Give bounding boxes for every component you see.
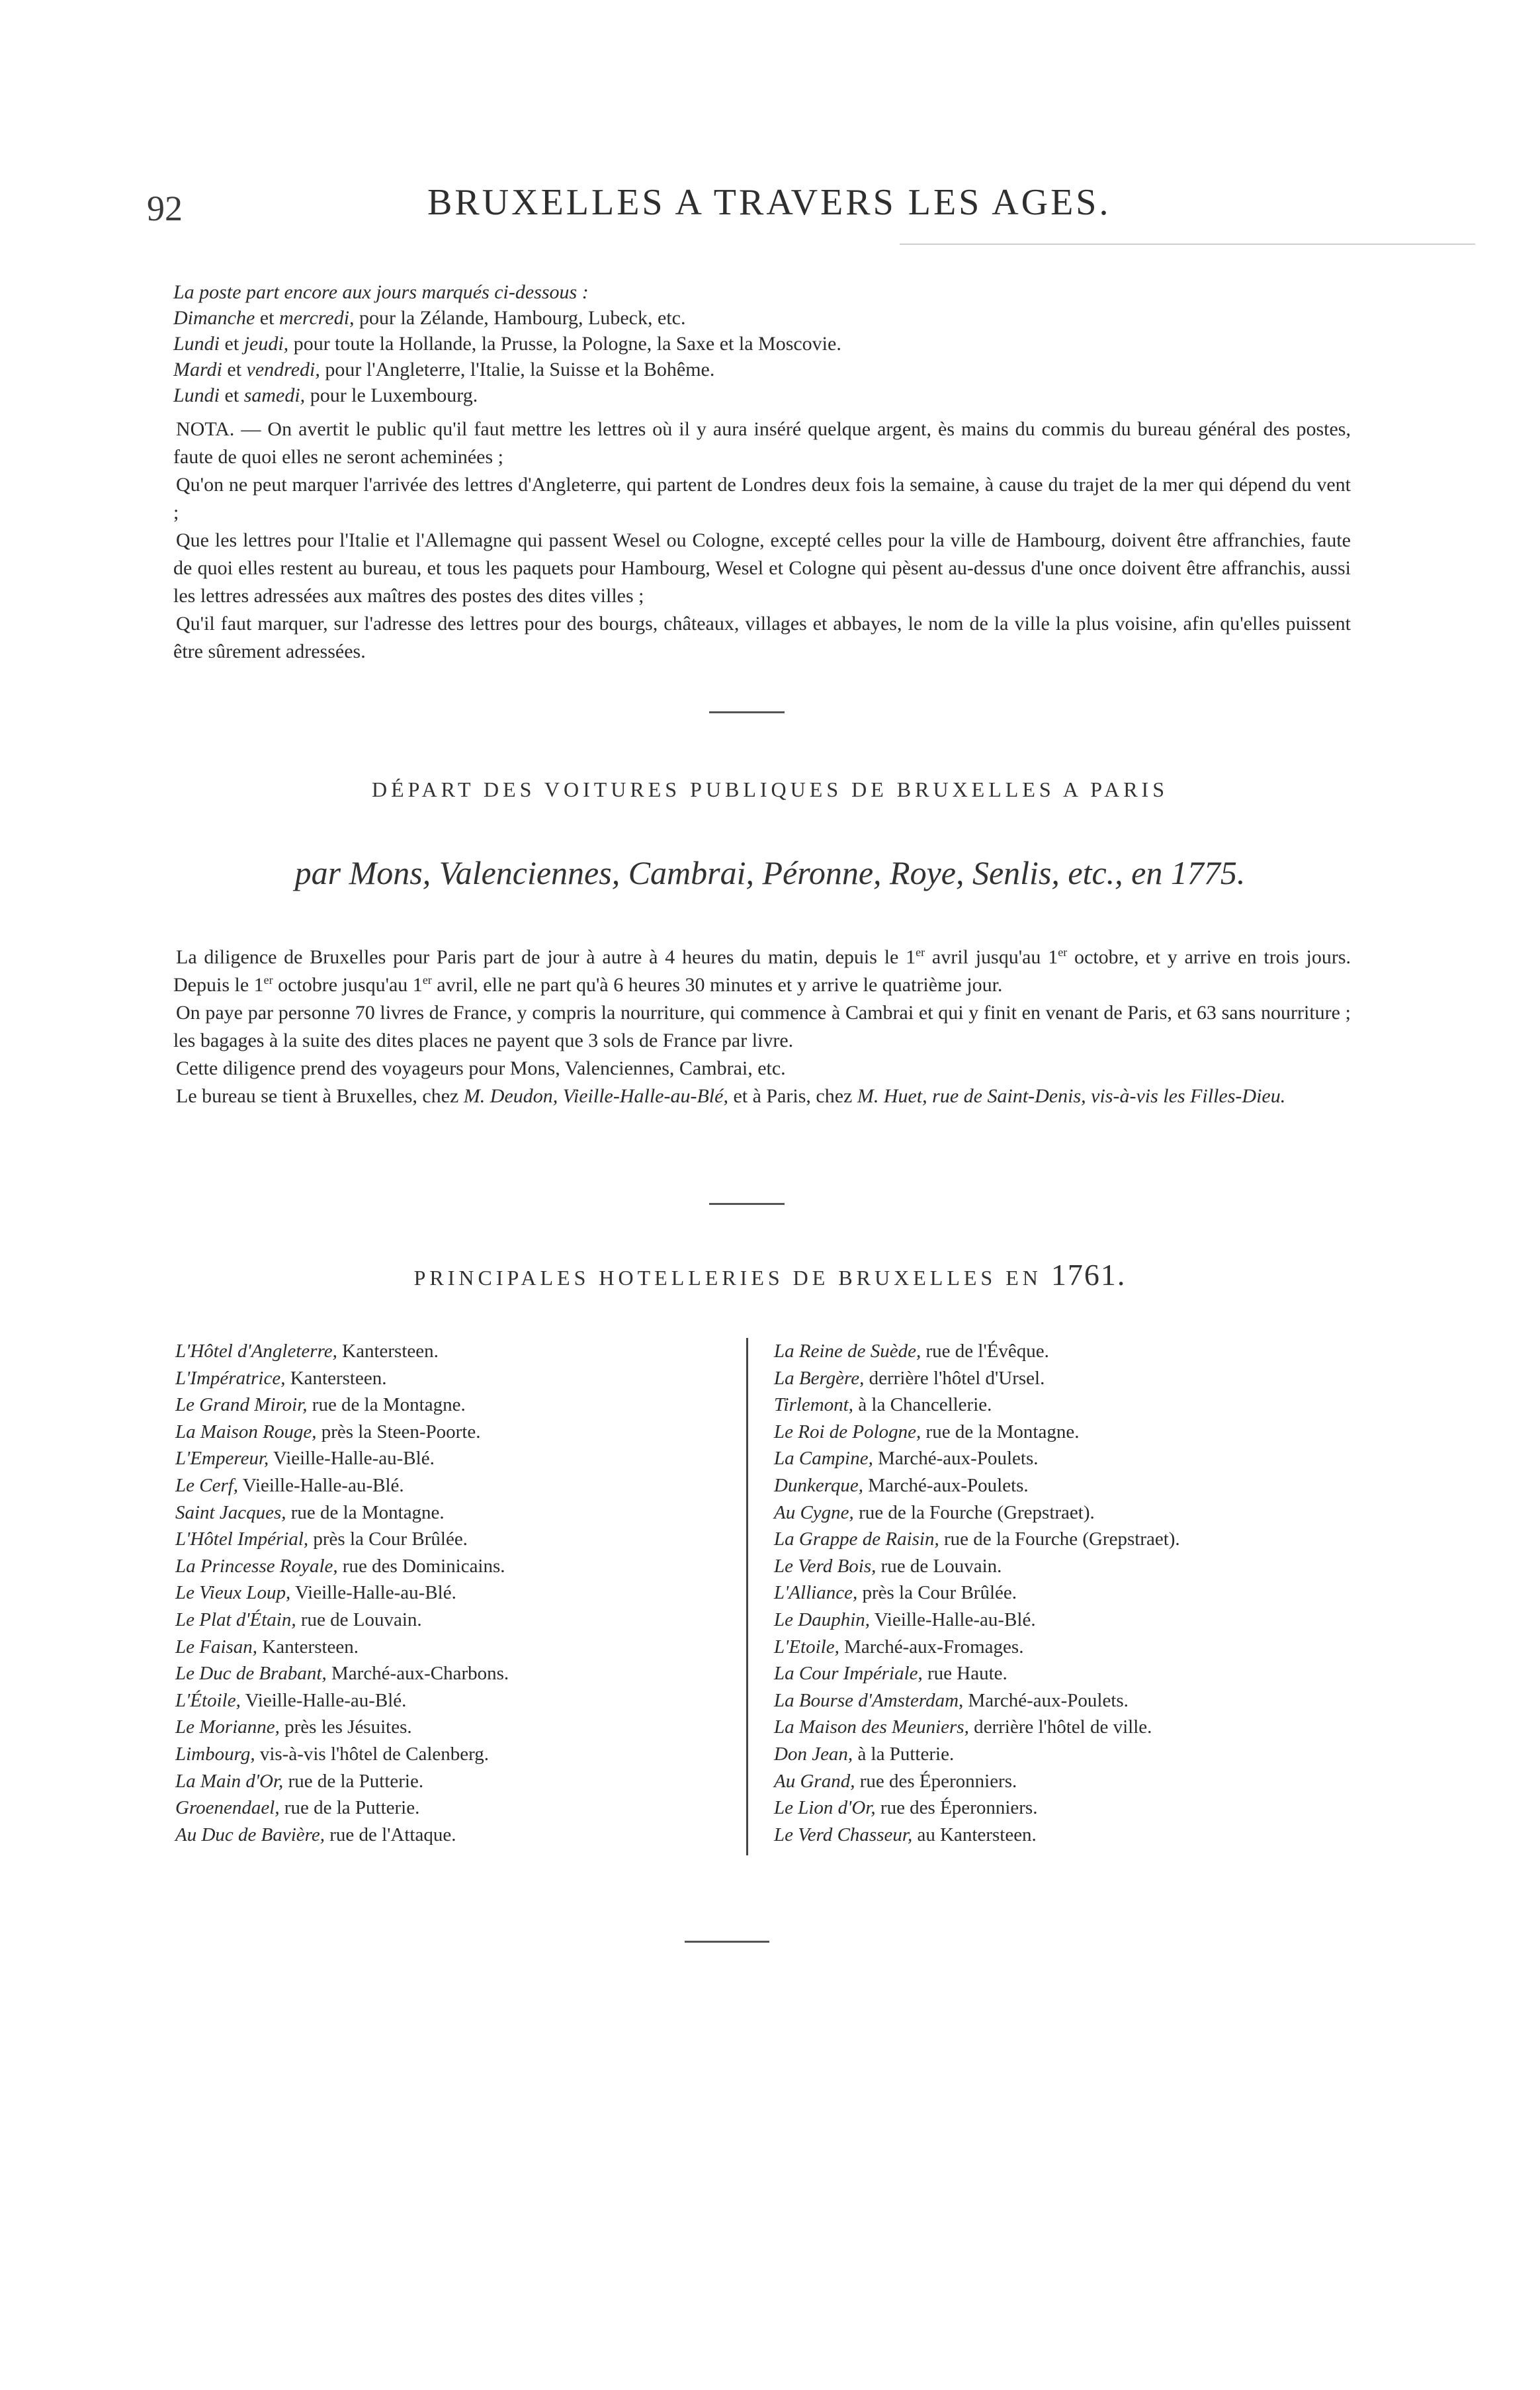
section-divider (709, 711, 785, 713)
hotel-entry: L'Impératrice, Kantersteen. (175, 1367, 387, 1389)
postal-line: Dimanche et mercredi, pour la Zélande, Hambourg, Lubeck, etc. (173, 307, 686, 329)
nota-paragraph: Qu'on ne peut marquer l'arrivée des lettres d'Angleterre, qui partent de Londres deux fois la semaine, à cause du trajet de la mer qui dépend du vent ; (173, 474, 1351, 523)
departures-paragraph: On paye par personne 70 livres de France, y compris la nourriture, qui commence à Cambrai et qui y finit en venant de Paris, et 63 sans nourriture ; les bagages à la suite des dites places ne payent que 3 sols de France par livre. (173, 1002, 1351, 1051)
postal-line: Lundi et samedi, pour le Luxembourg. (173, 384, 478, 406)
hotel-entry: La Reine de Suède, rue de l'Évêque. (774, 1341, 1049, 1362)
running-title: BRUXELLES A TRAVERS LES AGES. (427, 182, 1111, 223)
departures-paragraph: Le bureau se tient à Bruxelles, chez M. Deudon, Vieille-Halle-au-Blé, et à Paris, chez M. Huet, rue de Saint-Denis, vis-à-vis les Filles-Dieu. (176, 1085, 1286, 1107)
hotel-entry: Limbourg, vis-à-vis l'hôtel de Calenberg. (175, 1743, 490, 1765)
departures-paragraph: Cette diligence prend des voyageurs pour Mons, Valenciennes, Cambrai, etc. (176, 1057, 786, 1079)
hotel-entry: Le Roi de Pologne, rue de la Montagne. (774, 1421, 1080, 1442)
hotel-entry: L'Empereur, Vieille-Halle-au-Blé. (175, 1448, 435, 1470)
hotels-title: PRINCIPALES HOTELLERIES DE BRUXELLES EN 1761. (413, 1258, 1127, 1292)
hotel-entry: Tirlemont, à la Chancellerie. (774, 1394, 992, 1416)
departures-text (173, 944, 1351, 1110)
hotel-entry: Le Duc de Brabant, Marché-aux-Charbons. (175, 1663, 509, 1685)
hotel-entry: Le Morianne, près les Jésuites. (175, 1716, 412, 1738)
hotels-left-column (175, 1338, 509, 1848)
hotel-entry: L'Hôtel d'Angleterre, Kantersteen. (175, 1341, 439, 1362)
hotel-entry: La Bergère, derrière l'hôtel d'Ursel. (774, 1367, 1045, 1389)
hotel-entry: Groenendael, rue de la Putterie. (175, 1797, 420, 1819)
hotel-entry: La Maison des Meuniers, derrière l'hôtel de ville. (774, 1716, 1152, 1738)
hotel-entry: L'Hôtel Impérial, près la Cour Brûlée. (175, 1528, 468, 1550)
hotel-entry: Le Cerf, Vieille-Halle-au-Blé. (175, 1474, 404, 1496)
hotel-entry: Le Lion d'Or, rue des Éperonniers. (774, 1797, 1038, 1819)
nota-paragraph: NOTA. — On avertit le public qu'il faut mettre les lettres où il y aura inséré quelque argent, ès mains du commis du bureau général des postes, faute de quoi elles ne seront acheminées ; (173, 418, 1351, 468)
hotel-entry: La Princesse Royale, rue des Dominicains. (175, 1555, 505, 1577)
hotels-right-column (774, 1338, 1180, 1848)
departures-title: DÉPART DES VOITURES PUBLIQUES DE BRUXELLES A PARIS (371, 777, 1168, 801)
hotel-entry: Le Dauphin, Vieille-Halle-au-Blé. (774, 1609, 1036, 1630)
hotel-entry: Le Grand Miroir, rue de la Montagne. (175, 1394, 466, 1416)
hotel-entry: Le Verd Chasseur, au Kantersteen. (774, 1824, 1037, 1845)
hotel-entry: La Main d'Or, rue de la Putterie. (175, 1770, 424, 1792)
column-divider (746, 1338, 748, 1855)
departures-paragraph: La diligence de Bruxelles pour Paris part de jour à autre à 4 heures du matin, depuis le 1er avril jusqu'au 1er octobre, et y arrive en trois jours. Depuis le 1er octobre jusqu'au 1er avril, elle ne part qu'à 6 heures 30 minutes et y arrive le quatrième jour. (173, 946, 1351, 996)
hotel-entry: La Bourse d'Amsterdam, Marché-aux-Poulets. (774, 1689, 1129, 1711)
postal-schedule (173, 279, 1351, 408)
postal-line: Mardi et vendredi, pour l'Angleterre, l'Italie, la Suisse et la Bohême. (173, 359, 715, 380)
postal-line: Lundi et jeudi, pour toute la Hollande, la Prusse, la Pologne, la Saxe et la Moscovie. (173, 333, 841, 355)
hotel-entry: L'Etoile, Marché-aux-Fromages. (774, 1636, 1024, 1658)
hotel-entry: Le Plat d'Étain, rue de Louvain. (175, 1609, 422, 1630)
hotel-entry: L'Étoile, Vieille-Halle-au-Blé. (175, 1689, 407, 1711)
postal-intro: La poste part encore aux jours marqués ci-dessous : (173, 281, 589, 303)
hotel-entry: Don Jean, à la Putterie. (774, 1743, 955, 1765)
hotel-entry: Au Duc de Bavière, rue de l'Attaque. (175, 1824, 456, 1845)
hotel-entry: Au Cygne, rue de la Fourche (Grepstraet). (774, 1501, 1095, 1523)
hotel-entry: Le Faisan, Kantersteen. (175, 1636, 359, 1658)
section-divider (709, 1203, 785, 1205)
hotel-entry: Le Verd Bois, rue de Louvain. (774, 1555, 1002, 1577)
hotel-entry: Dunkerque, Marché-aux-Poulets. (774, 1474, 1029, 1496)
nota-paragraph: Qu'il faut marquer, sur l'adresse des lettres pour des bourgs, châteaux, villages et abbayes, le nom de la ville la plus voisine, afin qu'elles puissent être sûrement adressées. (173, 613, 1351, 662)
header-rule (900, 243, 1475, 245)
hotel-entry: La Grappe de Raisin, rue de la Fourche (Grepstraet). (774, 1528, 1180, 1550)
page-number: 92 (147, 189, 183, 228)
hotel-entry: Saint Jacques, rue de la Montagne. (175, 1501, 445, 1523)
hotel-entry: La Maison Rouge, près la Steen-Poorte. (175, 1421, 481, 1442)
nota-section (173, 416, 1351, 666)
nota-paragraph: Que les lettres pour l'Italie et l'Allemagne qui passent Wesel ou Cologne, excepté celles pour la ville de Hambourg, doivent être affranchies, faute de quoi elles restent au bureau, et tous les paquets pour Hambourg, Wesel et Cologne qui pèsent au-dessus d'une once doivent être affranchis, aussi les lettres adressées aux maîtres des postes des dites villes ; (173, 529, 1351, 607)
hotel-entry: L'Alliance, près la Cour Brûlée. (774, 1582, 1017, 1604)
section-divider (685, 1941, 769, 1943)
departures-subtitle: par Mons, Valenciennes, Cambrai, Péronne, Roye, Senlis, etc., en 1775. (294, 854, 1246, 891)
hotel-entry: La Cour Impériale, rue Haute. (774, 1663, 1007, 1685)
hotel-entry: Au Grand, rue des Éperonniers. (774, 1770, 1017, 1792)
hotel-entry: Le Vieux Loup, Vieille-Halle-au-Blé. (175, 1582, 456, 1604)
hotel-entry: La Campine, Marché-aux-Poulets. (774, 1448, 1039, 1470)
